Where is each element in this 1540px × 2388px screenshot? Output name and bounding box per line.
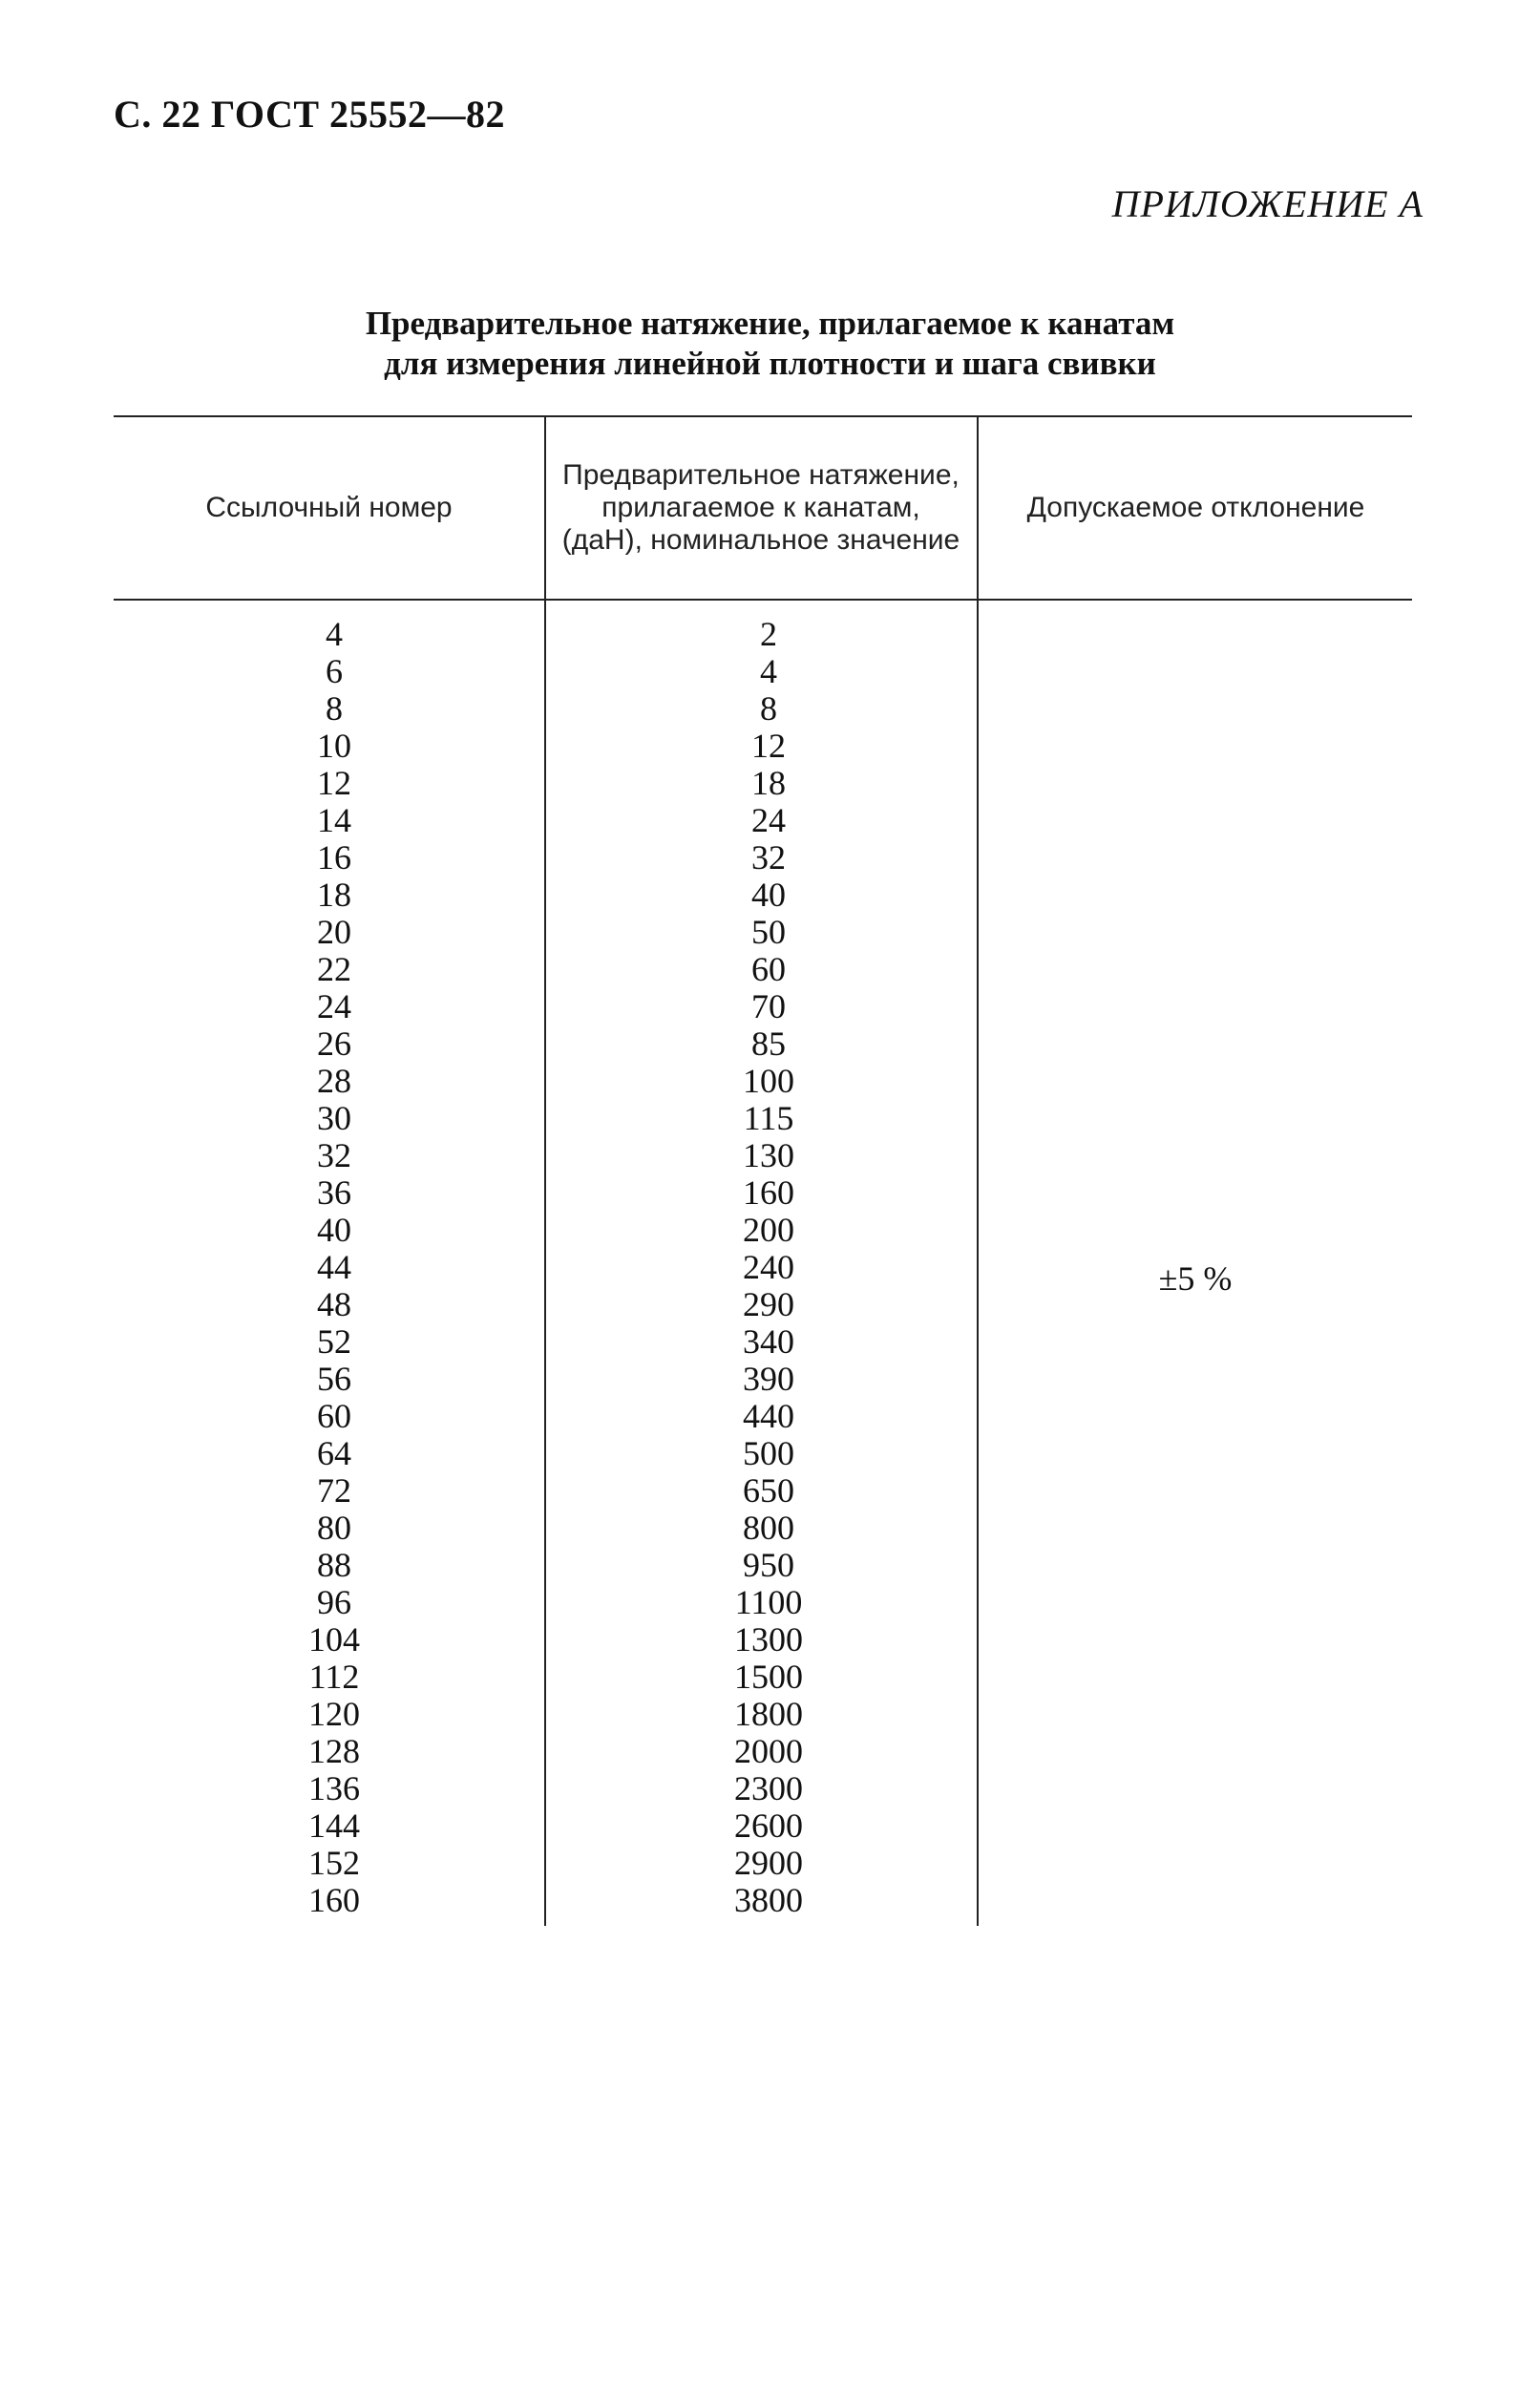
ref-number-cell: 44 xyxy=(317,1248,351,1286)
ref-number-cell: 64 xyxy=(317,1434,351,1472)
tension-cell: 950 xyxy=(743,1546,794,1584)
ref-number-cell: 52 xyxy=(317,1322,351,1361)
ref-number-cell: 28 xyxy=(317,1062,351,1100)
tension-cell: 50 xyxy=(751,913,786,951)
ref-number-cell: 152 xyxy=(308,1844,360,1882)
table-title xyxy=(0,304,1540,384)
ref-number-cell: 144 xyxy=(308,1807,360,1845)
ref-number-cell: 36 xyxy=(317,1173,351,1212)
tension-cell: 800 xyxy=(743,1509,794,1547)
tension-cell: 200 xyxy=(743,1211,794,1249)
tension-cell: 340 xyxy=(743,1322,794,1361)
ref-number-cell: 96 xyxy=(317,1583,351,1621)
column-divider-2 xyxy=(977,417,979,1926)
table-title-line-2: для измерения линейной плотности и шага свивки xyxy=(384,345,1156,382)
appendix-label: ПРИЛОЖЕНИЕ А xyxy=(1111,182,1424,225)
column-header-tension xyxy=(559,417,963,599)
ref-number-column xyxy=(286,616,382,1919)
tension-cell: 60 xyxy=(751,950,786,988)
ref-number-cell: 24 xyxy=(317,987,351,1025)
tension-cell: 70 xyxy=(751,987,786,1025)
ref-number-cell: 18 xyxy=(317,876,351,914)
ref-number-cell: 88 xyxy=(317,1546,351,1584)
ref-number-cell: 32 xyxy=(317,1136,351,1174)
column-header-tolerance xyxy=(979,417,1413,599)
ref-number-cell: 16 xyxy=(317,838,351,877)
tension-cell: 115 xyxy=(743,1099,794,1137)
table-title-line-1: Предварительное натяжение, прилагаемое к канатам xyxy=(365,305,1175,342)
tension-cell: 32 xyxy=(751,838,786,877)
column-header-tolerance-text: Допускаемое отклонение xyxy=(1026,492,1365,523)
ref-number-cell: 20 xyxy=(317,913,351,951)
tension-cell: 2600 xyxy=(734,1807,803,1845)
ref-number-cell: 4 xyxy=(326,615,343,653)
tension-cell: 100 xyxy=(743,1062,794,1100)
column-header-ref-number xyxy=(114,417,544,599)
tension-cell: 650 xyxy=(743,1471,794,1510)
tension-cell: 18 xyxy=(751,764,786,802)
tension-cell: 2300 xyxy=(734,1769,803,1807)
tension-cell: 500 xyxy=(743,1434,794,1472)
ref-number-cell: 56 xyxy=(317,1360,351,1398)
tension-cell: 8 xyxy=(760,689,777,728)
tension-column xyxy=(707,616,831,1919)
tension-cell: 1100 xyxy=(734,1583,803,1621)
ref-number-cell: 60 xyxy=(317,1397,351,1435)
tension-cell: 240 xyxy=(743,1248,794,1286)
tension-cell: 85 xyxy=(751,1025,786,1063)
page-header: С. 22 ГОСТ 25552—82 xyxy=(114,93,506,136)
column-header-ref-number-text: Ссылочный номер xyxy=(205,492,453,523)
ref-number-cell: 72 xyxy=(317,1471,351,1510)
ref-number-cell: 80 xyxy=(317,1509,351,1547)
ref-number-cell: 30 xyxy=(317,1099,351,1137)
ref-number-cell: 8 xyxy=(326,689,343,728)
ref-number-cell: 12 xyxy=(317,764,351,802)
tension-cell: 12 xyxy=(751,727,786,765)
tension-cell: 1300 xyxy=(734,1620,803,1659)
header-bottom-rule xyxy=(114,599,1412,601)
ref-number-cell: 112 xyxy=(308,1658,360,1696)
ref-number-cell: 40 xyxy=(317,1211,351,1249)
ref-number-cell: 48 xyxy=(317,1285,351,1323)
tension-cell: 2900 xyxy=(734,1844,803,1882)
tension-cell: 2000 xyxy=(734,1732,803,1770)
ref-number-cell: 160 xyxy=(308,1881,360,1919)
ref-number-cell: 128 xyxy=(308,1732,360,1770)
column-header-tension-text: Предварительное натяжение, прилагаемое к канатам, (даН), номинальное значение xyxy=(561,459,960,556)
ref-number-cell: 10 xyxy=(317,727,351,765)
tension-cell: 390 xyxy=(743,1360,794,1398)
ref-number-cell: 6 xyxy=(326,652,343,690)
ref-number-cell: 22 xyxy=(317,950,351,988)
ref-number-cell: 26 xyxy=(317,1025,351,1063)
tension-cell: 160 xyxy=(743,1173,794,1212)
tension-cell: 2 xyxy=(760,615,777,653)
tension-cell: 440 xyxy=(743,1397,794,1435)
ref-number-cell: 120 xyxy=(308,1695,360,1733)
tension-cell: 130 xyxy=(743,1136,794,1174)
tension-cell: 1800 xyxy=(734,1695,803,1733)
tension-cell: 24 xyxy=(751,801,786,839)
ref-number-cell: 14 xyxy=(317,801,351,839)
tension-cell: 290 xyxy=(743,1285,794,1323)
tension-cell: 40 xyxy=(751,876,786,914)
tension-cell: 3800 xyxy=(734,1881,803,1919)
tension-cell: 4 xyxy=(760,652,777,690)
tension-cell: 1500 xyxy=(734,1658,803,1696)
ref-number-cell: 136 xyxy=(308,1769,360,1807)
tolerance-value: ±5 % xyxy=(1158,1259,1233,1298)
ref-number-cell: 104 xyxy=(308,1620,360,1659)
column-divider-1 xyxy=(544,417,546,1926)
